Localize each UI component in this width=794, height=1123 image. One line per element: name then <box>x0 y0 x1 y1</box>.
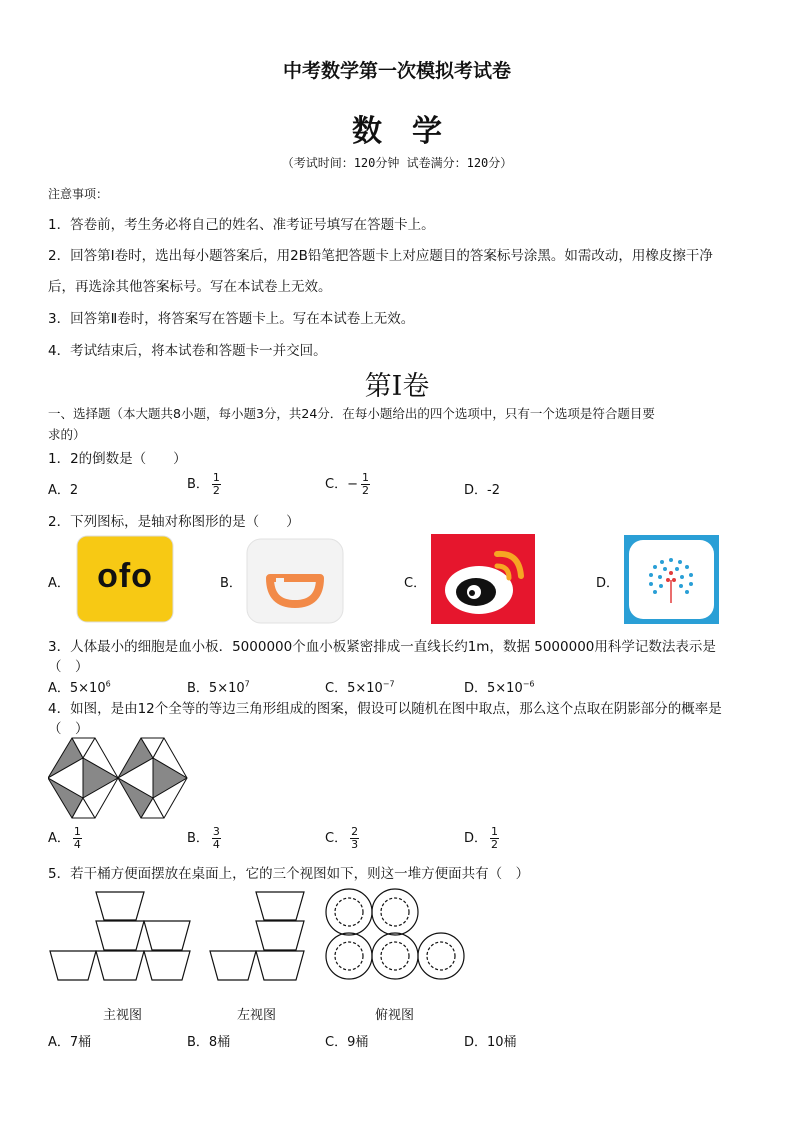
q5-top-view-caption: 俯视图 <box>375 1008 415 1023</box>
notice-heading: 注意事项： <box>48 187 109 201</box>
q2-stem: 2．下列图标，是轴对称图形的是（ ） <box>48 514 300 530</box>
exam-title: 中考数学第一次模拟考试卷 <box>282 60 511 82</box>
notice-item-1: 1．答卷前，考生务必将自己的姓名、准考证号填写在答题卡上。 <box>48 217 435 233</box>
q5-option-a: A．7桶 <box>48 1035 92 1050</box>
q5-option-d: D．10桶 <box>464 1035 517 1050</box>
q5-side-view-caption: 左视图 <box>237 1008 277 1023</box>
q3-option-a: A．$5\times 10^6$ <box>48 679 111 696</box>
q5-top-view-figure <box>325 886 467 982</box>
q1-stem: 1．2的倒数是（ ） <box>48 451 187 467</box>
q1-option-c: C．− $\frac{1}{2}$ <box>325 471 369 497</box>
q3-stem-cont: （ ） <box>48 659 89 675</box>
q3-option-b: B．$5\times 10^7$ <box>187 679 250 696</box>
q2-label-d: D． <box>596 576 620 591</box>
ofo-logo-text: ofo <box>97 557 153 595</box>
q4-hexagon-figure <box>48 737 188 819</box>
q1-option-b: B． $\frac{1}{2}$ <box>187 471 220 497</box>
q1-option-a: A．2 <box>48 483 79 498</box>
q2-label-a: A． <box>48 576 70 591</box>
q4-option-d: D． $\frac{1}{2}$ <box>464 825 499 851</box>
q3-option-c: C．$5\times 10^{-7}$ <box>325 679 395 696</box>
time-info: （考试时间：120分钟 试卷满分：120分） <box>281 156 513 170</box>
section-heading-cont: 求的） <box>48 427 86 442</box>
volume-title: 第Ⅰ卷 <box>364 371 430 402</box>
q5-option-c: C．9桶 <box>325 1035 369 1050</box>
q3-stem: 3．人体最小的细胞是血小板．5000000个血小板紧密排成一直线长约1m，数据 5000000用科学记数法表示是 <box>48 639 716 655</box>
q5-stem: 5．若干桶方便面摆放在桌面上，它的三个视图如下，则这一堆方便面共有（ ） <box>48 866 530 882</box>
notice-item-2-cont: 后，再选涂其他答案标号。写在本试卷上无效。 <box>48 279 332 295</box>
q5-side-view-figure <box>208 890 308 982</box>
section-heading: 一、选择题（本大题共8小题，每小题3分，共24分．在每小题给出的四个选项中，只有一个选项是符合题目要 <box>48 406 655 421</box>
q4-stem-cont: （ ） <box>48 721 89 737</box>
weibo-logo-icon <box>431 534 535 624</box>
dandelion-logo-icon <box>624 535 719 624</box>
notice-item-3: 3．回答第Ⅱ卷时，将答案写在答题卡上。写在本试卷上无效。 <box>48 311 415 327</box>
q3-option-d: D．$5\times 10^{-6}$ <box>464 679 535 696</box>
q2-label-b: B． <box>220 576 242 591</box>
q4-option-c: C． $\frac{2}{3}$ <box>325 825 359 851</box>
subject-title: 数学 <box>352 114 472 149</box>
q2-label-c: C． <box>404 576 427 591</box>
didi-logo-icon <box>246 538 344 624</box>
q5-front-view-caption: 主视图 <box>103 1008 143 1023</box>
q5-option-b: B．8桶 <box>187 1035 231 1050</box>
q4-stem: 4．如图，是由12个全等的等边三角形组成的图案，假设可以随机在图中取点，那么这个点取在阴影部分的概率是 <box>48 701 722 717</box>
q4-option-a: A． $\frac{1}{4}$ <box>48 825 81 851</box>
q5-front-view-figure <box>48 890 193 982</box>
ofo-logo-icon <box>76 535 174 623</box>
q1-option-d: D．-2 <box>464 483 500 498</box>
q4-option-b: B． $\frac{3}{4}$ <box>187 825 220 851</box>
notice-item-4: 4．考试结束后，将本试卷和答题卡一并交回。 <box>48 343 327 359</box>
notice-item-2: 2．回答第Ⅰ卷时，选出每小题答案后，用2B铅笔把答题卡上对应题目的答案标号涂黑。如需改动，用橡皮擦干净 <box>48 248 713 264</box>
